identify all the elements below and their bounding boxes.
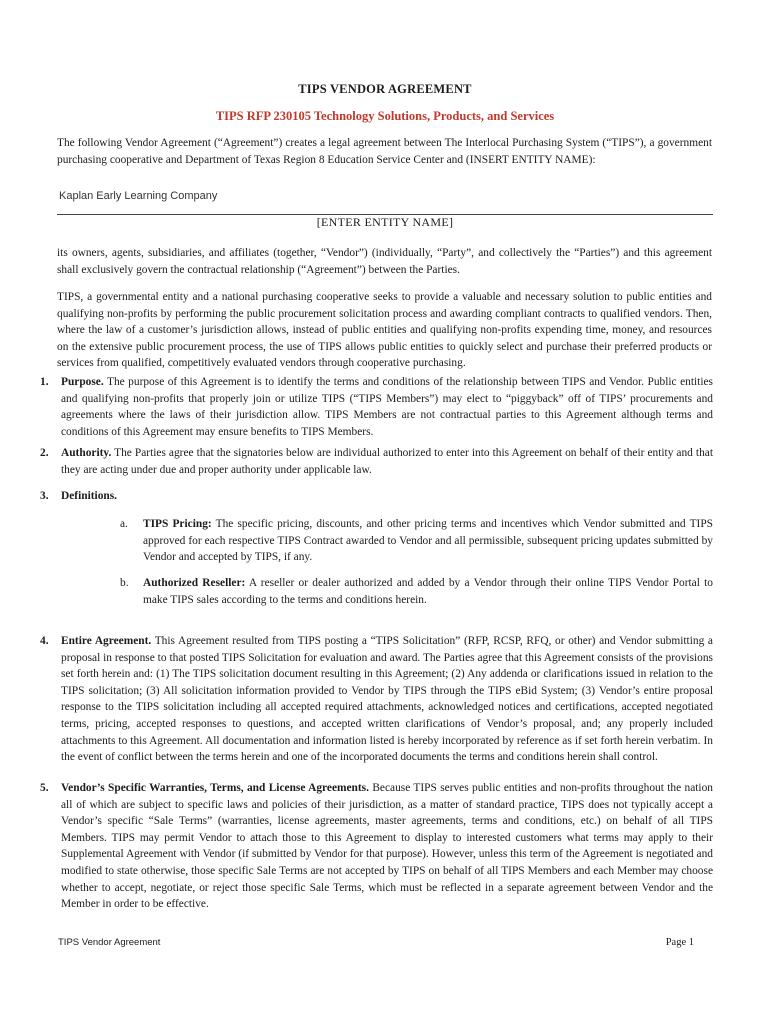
section-text: The Parties agree that the signatories below are individual authorized to enter into this Agreement on behalf of their entity and that they are acting under due and proper authority under applicable law. — [61, 447, 713, 476]
definition-tips-pricing — [120, 516, 713, 566]
section-purpose — [40, 374, 713, 440]
tips-paragraph: TIPS, a governmental entity and a national purchasing cooperative seeks to provide a valuable and necessary solution to public entities and qualifying non-profits by performing the public procurement solicitation process and awarding compliant contracts to qualified vendors. Then, where the law of a customer’s jurisdiction allows, instead of public entities and qualifying non-profits expending time, money, and resources on the extensive public procurement process, the use of TIPS allows public entities to quickly select and purchase their preferred products or services from qualified, competitively evaluated vendors through cooperative purchasing. — [57, 291, 712, 370]
definition-letter: a. — [120, 518, 128, 530]
section-text: Because TIPS serves public entities and non-profits throughout the nation all of which are subject to specific laws and policies of their jurisdiction, as a matter of standard practice, TIPS does not typically accept a Vendor’s specific “Sale Terms” (warranties, license agreements, master agreements, terms and conditions, etc.) on behalf of all TIPS Members. TIPS may permit Vendor to attach those to this Agreement to display to interested customers what terms may apply to their Supplemental Agreement with Vendor (if submitted by Vendor for that purpose). However, unless this term of the Agreement is negotiated and modified to state otherwise, those specific Sale Terms are not accepted by TIPS on behalf of all TIPS Members and each Member may choose whether to accept, negotiate, or reject those specific Sale Terms, which must be reflected in a separate agreement between Vendor and the Member in order to be effective. — [61, 782, 713, 911]
footer-page-number: Page 1 — [665, 937, 694, 948]
definition-authorized-reseller — [120, 575, 713, 608]
section-heading: Vendor’s Specific Warranties, Terms, and License Agreements. — [61, 782, 369, 794]
section-heading: Definitions. — [61, 490, 118, 502]
definition-heading: Authorized Reseller: — [143, 577, 246, 589]
section-entire-agreement — [40, 633, 713, 766]
section-text: The purpose of this Agreement is to identify the terms and conditions of the relationship between TIPS and Vendor. Public entities and qualifying non-profits that properly join or utilize TIPS (“TIPS Members”) may elect to “piggyback” off of TIPS’ procurements and agreements where the laws of their jurisdiction allow. TIPS Members are not contractual parties to this Agreement although terms and conditions of this Agreement may ensure benefits to TIPS Members. — [61, 376, 713, 438]
section-heading: Entire Agreement. — [61, 635, 152, 647]
definition-letter: b. — [120, 577, 129, 589]
section-heading: Authority. — [61, 447, 112, 459]
section-number: 3. — [40, 490, 49, 502]
section-number: 2. — [40, 447, 49, 459]
section-text: This Agreement resulted from TIPS posting a “TIPS Solicitation” (RFP, RCSP, RFQ, or other) and Vendor submitting a proposal in response to that posted TIPS Solicitation for evaluation and award. The Parties agree that this Agreement consists of the provisions set forth herein and: (1) The TIPS solicitation document resulting in this Agreement; (2) Any addenda or clarifications issued in relation to the TIPS solicitation; (3) All solicitation information provided to Vendor by TIPS through the TIPS eBid System; (3) Vendor’s entire proposal response to the TIPS solicitation including all accepted required attachments, acknowledged notices and certifications, accepted negotiated terms, pricing, accepted responses to questions, and accepted written clarifications of Vendor’s proposal, and; any properly included attachments to this Agreement. All documentation and information listed is hereby incorporated by reference as if set forth herein verbatim. In the event of conflict between the terms herein and one of the incorporated documents the terms and conditions herein shall control. — [61, 635, 713, 764]
section-definitions — [40, 488, 713, 505]
section-number: 5. — [40, 782, 49, 794]
parties-paragraph: its owners, agents, subsidiaries, and affiliates (together, “Vendor”) (individually, “Party”, and collectively the “Parties”) and this agreement shall exclusively govern the contractual relationship (“Agreement”) between the Parties. — [57, 247, 712, 276]
definition-text: The specific pricing, discounts, and other pricing terms and incentives which Vendor submitted and TIPS approved for each respective TIPS Contract awarded to Vendor and all permissible, subsequent pricing updates submitted by Vendor and accepted by TIPS, if any. — [143, 518, 713, 564]
document-subtitle: TIPS RFP 230105 Technology Solutions, Products, and Services — [215, 109, 555, 123]
section-number: 1. — [40, 376, 49, 388]
section-vendor-warranties — [40, 780, 713, 913]
footer-document-name: TIPS Vendor Agreement — [58, 937, 161, 948]
document-title: TIPS VENDOR AGREEMENT — [298, 82, 472, 96]
intro-paragraph: The following Vendor Agreement (“Agreement”) creates a legal agreement between The Interlocal Purchasing System (“TIPS”), a government purchasing cooperative and Department of Texas Region 8 Education Service Center and (INSERT ENTITY NAME): — [57, 137, 712, 166]
section-number: 4. — [40, 635, 49, 647]
section-heading: Purpose. — [61, 376, 104, 388]
entity-name-value: Kaplan Early Learning Company — [59, 190, 218, 202]
entity-name-label: [ENTER ENTITY NAME] — [316, 215, 454, 229]
definition-text: A reseller or dealer authorized and added by a Vendor through their online TIPS Vendor Portal to make TIPS sales according to the terms and conditions herein. — [143, 577, 713, 606]
section-authority — [40, 445, 713, 478]
definition-heading: TIPS Pricing: — [143, 518, 212, 530]
